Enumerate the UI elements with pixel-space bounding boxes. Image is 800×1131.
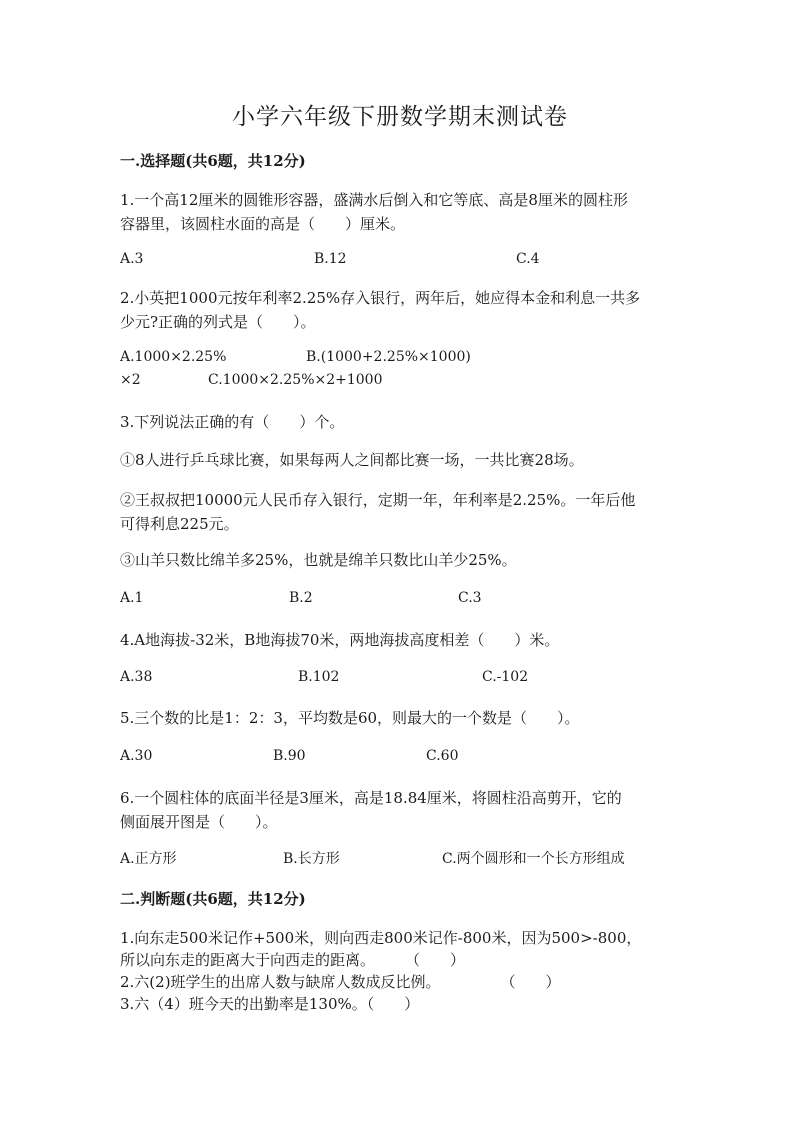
question-2-option-a: A.1000×2.25% [120, 349, 227, 365]
question-6-option-b: B.长方形 [283, 851, 340, 867]
question-4-option-c: C.-102 [482, 669, 529, 685]
section-heading-judgment: 二.判断题(共6题，共12分) [120, 890, 306, 908]
question-3-statement-3: ③山羊只数比绵羊多25%，也就是绵羊只数比山羊少25%。 [120, 551, 517, 569]
question-3-line-1: 3.下列说法正确的有（ ）个。 [120, 413, 345, 431]
question-6-option-a: A.正方形 [120, 851, 177, 867]
question-4-option-b: B.102 [298, 669, 340, 685]
question-1-line-2: 容器里，该圆柱水面的高是（ ）厘米。 [120, 215, 406, 233]
question-3-statement-2: ②王叔叔把10000元人民币存入银行，定期一年，年利率是2.25%。一年后他 [120, 491, 636, 509]
question-1-line-1: 1.一个高12厘米的圆锥形容器，盛满水后倒入和它等底、高是8厘米的圆柱形 [120, 191, 628, 209]
judgment-1-line-2: 所以向东走的距离大于向西走的距离。 （ ） [120, 951, 466, 969]
question-5-option-b: B.90 [273, 748, 306, 764]
question-5-option-c: C.60 [426, 748, 459, 764]
question-2-line-2: 少元?正确的列式是（ ）。 [120, 313, 316, 331]
judgment-2: 2.六(2)班学生的出席人数与缺席人数成反比例。 （ ） [120, 973, 561, 991]
judgment-1-line-1: 1.向东走500米记作+500米，则向西走800米记作-800米，因为500>-800， [120, 929, 642, 947]
question-3-option-c: C.3 [458, 590, 482, 606]
page-title: 小学六年级下册数学期末测试卷 [232, 104, 568, 130]
question-3-statement-1: ①8人进行乒乓球比赛，如果每两人之间都比赛一场，一共比赛28场。 [120, 451, 584, 469]
question-2-option-b-cont: ×2 [120, 372, 141, 388]
question-2-line-1: 2.小英把1000元按年利率2.25%存入银行，两年后，她应得本金和利息一共多 [120, 289, 641, 307]
question-1-option-c: C.4 [516, 251, 540, 267]
question-6-line-1: 6.一个圆柱体的底面半径是3厘米，高是18.84厘米，将圆柱沿高剪开，它的 [120, 789, 622, 807]
question-2-option-b: B.(1000+2.25%×1000) [306, 349, 471, 365]
question-1-option-b: B.12 [314, 251, 347, 267]
question-3-statement-2-cont: 可得利息225元。 [120, 515, 239, 533]
question-5-line-1: 5.三个数的比是1：2：3，平均数是60，则最大的一个数是（ ）。 [120, 709, 580, 727]
question-5-option-a: A.30 [120, 748, 153, 764]
question-6-line-2: 侧面展开图是（ ）。 [120, 813, 278, 831]
question-2-option-c: C.1000×2.25%×2+1000 [208, 372, 383, 388]
question-4-option-a: A.38 [120, 669, 153, 685]
question-3-option-b: B.2 [289, 590, 313, 606]
judgment-3: 3.六（4）班今天的出勤率是130%。（ ） [120, 995, 420, 1013]
question-3-option-a: A.1 [120, 590, 144, 606]
question-4-line-1: 4.A地海拔-32米，B地海拔70米，两地海拔高度相差（ ）米。 [120, 631, 560, 649]
question-6-option-c: C.两个圆形和一个长方形组成 [442, 851, 625, 867]
section-heading-choice: 一.选择题(共6题，共12分) [120, 152, 306, 170]
question-1-option-a: A.3 [120, 251, 144, 267]
